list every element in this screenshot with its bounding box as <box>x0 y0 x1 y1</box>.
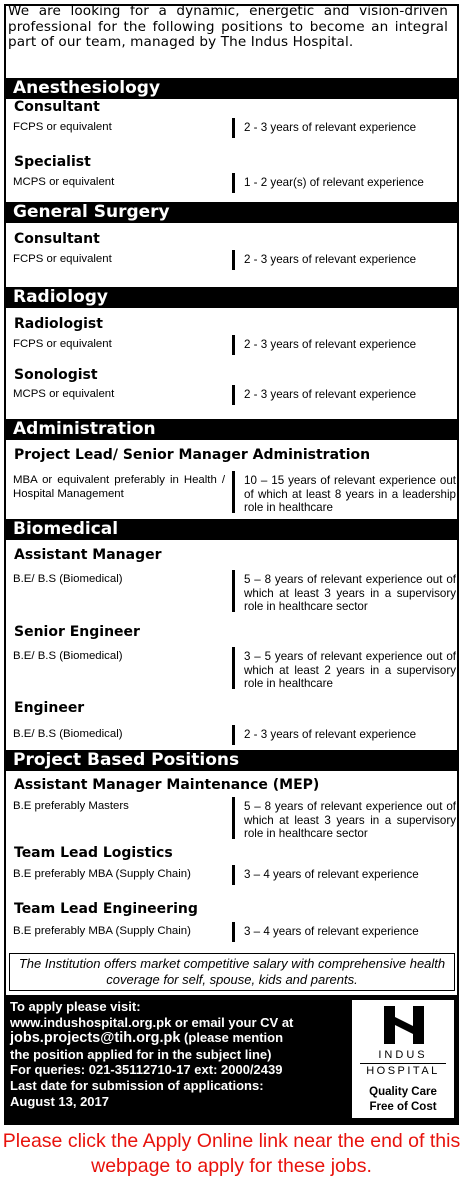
apply-email-note: (please mention <box>180 1030 284 1046</box>
job-experience-anes-specialist: 1 - 2 year(s) of relevant experience <box>244 176 424 189</box>
job-experience-radiologist: 2 - 3 years of relevant experience <box>244 338 417 351</box>
intro-paragraph: We are looking for a dynamic, energetic and vision-driven professional for the following positions to become an integral part of our team, managed by The Indus Hospital. <box>8 3 448 50</box>
job-experience-bio-engineer: 2 - 3 years of relevant experience <box>244 728 417 741</box>
column-divider <box>232 335 235 355</box>
job-experience-bio-assistant-manager: 5 – 8 years of relevant experience out of which at least 3 years in a supervisory role in healthcare sector <box>244 573 456 613</box>
apply-line-email <box>10 1030 355 1047</box>
column-divider <box>232 922 235 942</box>
job-qualification-anes-specialist: MCPS or equivalent <box>13 176 115 188</box>
logo-tagline-free: Free of Cost <box>369 1101 437 1113</box>
job-qualification-lead-engineering: B.E preferably MBA (Supply Chain) <box>13 925 191 937</box>
job-title-gs-consultant: Consultant <box>14 231 100 247</box>
job-qualification-sonologist: MCPS or equivalent <box>13 388 115 400</box>
job-title-lead-logistics: Team Lead Logistics <box>14 845 173 861</box>
job-experience-lead-logistics: 3 – 4 years of relevant experience <box>244 868 419 881</box>
job-title-project-lead: Project Lead/ Senior Manager Administration <box>14 447 371 463</box>
column-divider <box>232 471 235 513</box>
job-qualification-lead-logistics: B.E preferably MBA (Supply Chain) <box>13 868 191 880</box>
job-experience-sonologist: 2 - 3 years of relevant experience <box>244 388 417 401</box>
job-qualification-anes-consultant: FCPS or equivalent <box>13 121 112 133</box>
job-experience-bio-senior-engineer: 3 – 5 years of relevant experience out of which at least 2 years in a supervisory role in healthcare <box>244 650 456 690</box>
job-title-lead-engineering: Team Lead Engineering <box>14 901 198 917</box>
apply-email-link[interactable]: jobs.projects@tih.org.pk <box>10 1030 181 1047</box>
column-divider <box>232 385 235 405</box>
job-experience-lead-engineering: 3 – 4 years of relevant experience <box>244 925 419 938</box>
apply-line-deadline-date: August 13, 2017 <box>10 1093 109 1109</box>
section-biomedical: Biomedical <box>4 519 459 540</box>
apply-line-website[interactable]: www.indushospital.org.pk or email your CV at <box>10 1014 294 1030</box>
section-general-surgery: General Surgery <box>4 202 459 223</box>
job-title-radiologist: Radiologist <box>14 316 103 332</box>
job-title-anes-consultant: Consultant <box>14 99 100 115</box>
apply-online-note: Please click the Apply Online link near the end of this webpage to apply for these jobs. <box>2 1130 461 1177</box>
column-divider <box>232 570 235 612</box>
job-experience-anes-consultant: 2 - 3 years of relevant experience <box>244 121 417 134</box>
apply-line-heading: To apply please visit: <box>10 999 141 1014</box>
job-title-anes-specialist: Specialist <box>14 154 91 170</box>
logo-divider <box>360 1063 446 1064</box>
job-qualification-project-lead: MBA or equivalent preferably in Health / Hospital Management <box>13 474 225 500</box>
indus-hospital-logo-panel <box>352 1000 454 1118</box>
benefits-statement: The Institution offers market competitive salary with comprehensive health coverage for self, spouse, kids and parents. <box>9 953 455 991</box>
job-qualification-bio-assistant-manager: B.E/ B.S (Biomedical) <box>13 573 123 585</box>
apply-line-subject: the position applied for in the subject line) <box>10 1046 272 1062</box>
column-divider <box>232 173 235 193</box>
job-qualification-mep-manager: B.E preferably Masters <box>13 800 129 812</box>
section-project-based-positions: Project Based Positions <box>4 750 459 771</box>
apply-line-deadline-label: Last date for submission of applications: <box>10 1077 264 1093</box>
section-radiology: Radiology <box>4 287 459 308</box>
section-anesthesiology: Anesthesiology <box>4 78 459 99</box>
column-divider <box>232 250 235 270</box>
job-experience-mep-manager: 5 – 8 years of relevant experience out of which at least 3 years in a supervisory role in healthcare sector <box>244 800 456 840</box>
job-title-bio-engineer: Engineer <box>14 700 85 716</box>
job-title-sonologist: Sonologist <box>14 367 98 383</box>
column-divider <box>232 797 235 839</box>
column-divider <box>232 647 235 689</box>
job-title-bio-senior-engineer: Senior Engineer <box>14 624 140 640</box>
job-experience-project-lead: 10 – 15 years of relevant experience out of which at least 8 years in a leadership role in healthcare <box>244 474 456 514</box>
column-divider <box>232 118 235 138</box>
job-qualification-gs-consultant: FCPS or equivalent <box>13 253 112 265</box>
column-divider <box>232 725 235 745</box>
logo-tagline-quality: Quality Care <box>369 1086 437 1098</box>
logo-name-hospital: HOSPITAL <box>366 1065 440 1077</box>
job-title-bio-assistant-manager: Assistant Manager <box>14 547 162 563</box>
section-administration: Administration <box>4 419 459 440</box>
logo-name-indus: INDUS <box>378 1049 428 1061</box>
job-qualification-bio-engineer: B.E/ B.S (Biomedical) <box>13 728 123 740</box>
job-title-mep-manager: Assistant Manager Maintenance (MEP) <box>14 777 320 793</box>
job-qualification-bio-senior-engineer: B.E/ B.S (Biomedical) <box>13 650 123 662</box>
indus-logo-icon <box>382 1004 426 1046</box>
apply-line-queries: For queries: 021-35112710-17 ext: 2000/2439 <box>10 1062 283 1078</box>
column-divider <box>232 865 235 885</box>
apply-instructions <box>10 999 355 1109</box>
job-experience-gs-consultant: 2 - 3 years of relevant experience <box>244 253 417 266</box>
job-qualification-radiologist: FCPS or equivalent <box>13 338 112 350</box>
